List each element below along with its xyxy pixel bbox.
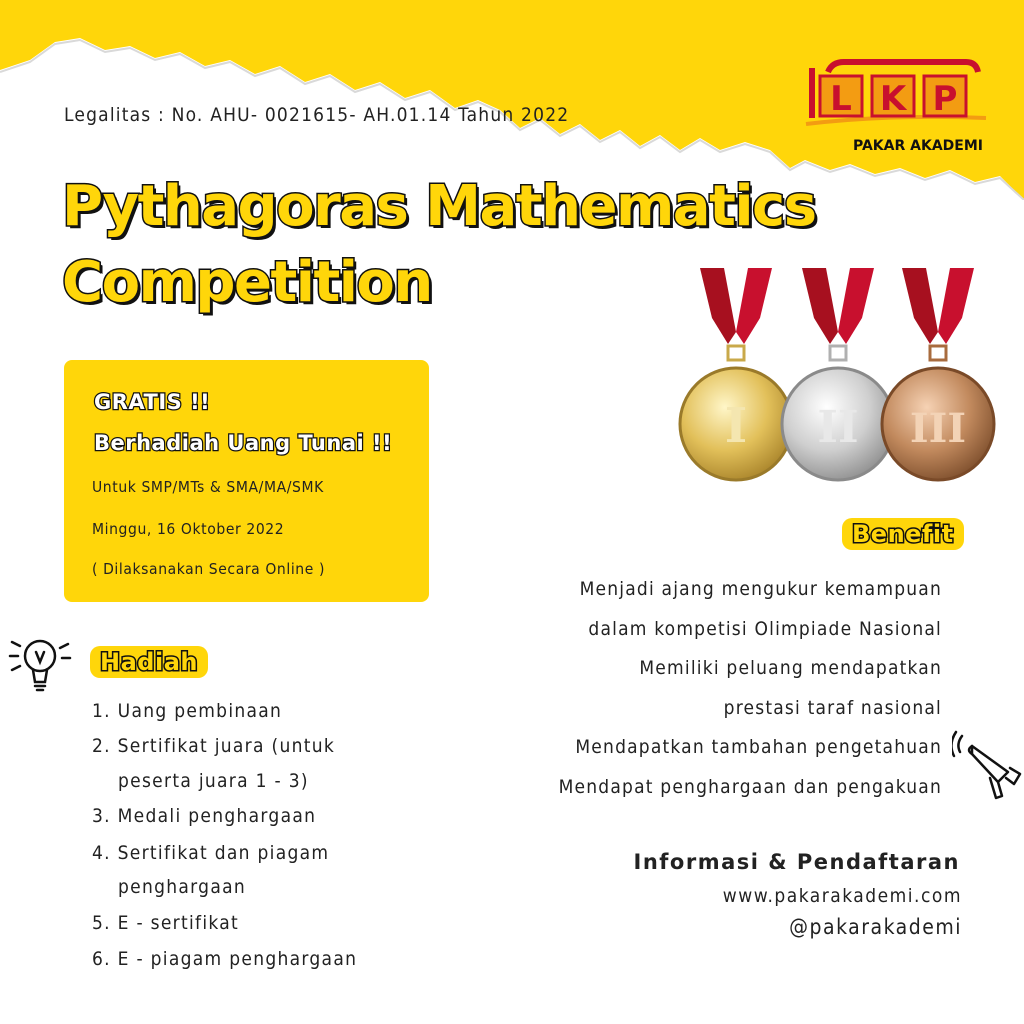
logo-letter-k: K xyxy=(879,79,907,119)
prize-item-4: 4. Sertifikat dan piagam xyxy=(92,842,330,864)
benefit-line-3: Memiliki peluang mendapatkan xyxy=(639,657,942,679)
medal-label-2: II xyxy=(817,402,859,453)
instagram-handle[interactable]: @pakarakademi xyxy=(789,915,962,939)
medals-illustration xyxy=(672,262,1002,492)
logo-letter-l: L xyxy=(830,79,852,119)
medal-label-1: I xyxy=(724,398,748,454)
hadiah-heading: Hadiah xyxy=(90,646,208,678)
benefit-line-2: dalam kompetisi Olimpiade Nasional xyxy=(588,618,942,640)
legal-registration-text: Legalitas : No. AHU- 0021615- AH.01.14 Tahun 2022 xyxy=(64,104,570,126)
benefit-line-4: prestasi taraf nasional xyxy=(723,697,942,719)
silver-medal xyxy=(782,268,894,480)
contact-title: Informasi & Pendaftaran xyxy=(633,850,960,874)
logo-name: PAKAR AKADEMI xyxy=(853,138,983,154)
medal-label-3: III xyxy=(909,405,967,452)
benefit-heading: Benefit xyxy=(842,518,964,550)
lkp-logo xyxy=(800,58,990,158)
title-line-2: Competition xyxy=(62,250,432,315)
bronze-medal xyxy=(882,268,994,480)
megaphone-icon xyxy=(952,728,1024,808)
prize-item-2-cont: peserta juara 1 - 3) xyxy=(118,770,309,792)
website-link[interactable]: www.pakarakademi.com xyxy=(722,885,962,907)
prize-item-1: 1. Uang pembinaan xyxy=(92,700,283,722)
benefit-line-6: Mendapat penghargaan dan pengakuan xyxy=(558,776,942,798)
logo-letter-p: P xyxy=(932,79,958,119)
cash-prize-label: Berhadiah Uang Tunai !! xyxy=(94,431,393,455)
prize-item-4-cont: penghargaan xyxy=(118,876,247,898)
target-participants: Untuk SMP/MTs & SMA/MA/SMK xyxy=(92,478,324,496)
prize-item-5: 5. E - sertifikat xyxy=(92,912,240,934)
title-line-1: Pythagoras Mathematics xyxy=(62,174,816,239)
lightbulb-icon xyxy=(6,628,72,698)
prize-item-2: 2. Sertifikat juara (untuk xyxy=(92,735,336,757)
gold-medal xyxy=(680,268,792,480)
info-box xyxy=(64,360,429,602)
prize-item-3: 3. Medali penghargaan xyxy=(92,805,317,827)
prize-item-6: 6. E - piagam penghargaan xyxy=(92,948,358,970)
event-mode: ( Dilaksanakan Secara Online ) xyxy=(92,560,325,578)
benefit-line-1: Menjadi ajang mengukur kemampuan xyxy=(579,578,942,600)
gratis-label: GRATIS !! xyxy=(94,390,211,414)
benefit-line-5: Mendapatkan tambahan pengetahuan xyxy=(575,736,942,758)
event-date: Minggu, 16 Oktober 2022 xyxy=(92,520,285,538)
